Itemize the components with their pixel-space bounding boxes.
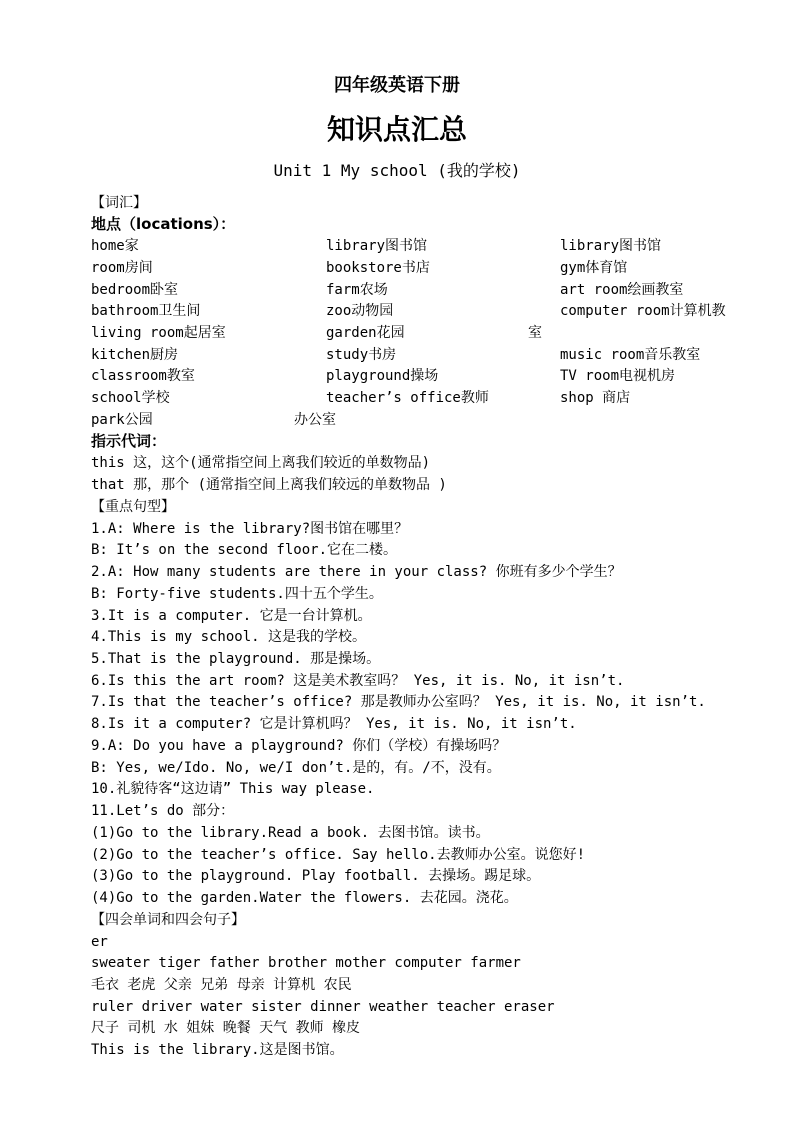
vocab-col3-item: shop 商店 [560, 390, 631, 406]
locations-heading: 地点（locations）： [91, 215, 236, 233]
vocab-col1-item: school学校 [91, 390, 170, 406]
vocab-col1-item: kitchen厨房 [91, 347, 179, 363]
four-skills-line: sweater tiger father brother mother computer farmer [91, 955, 521, 971]
page-title: 知识点汇总 [326, 113, 467, 146]
sentence-line: 7.Is that the teacher’s office? 那是教师办公室吗？ Yes, it is. No, it isn’t. [91, 694, 706, 710]
sentence-line: 6.Is this the art room? 这是美术教室吗？ Yes, it is. No, it isn’t. [91, 673, 625, 689]
vocab-col3-item: music room音乐教室 [560, 347, 701, 363]
sentence-line: B: It’s on the second floor.它在二楼。 [91, 542, 398, 558]
sentence-line: 8.Is it a computer? 它是计算机吗？ Yes, it is. No, it isn’t. [91, 716, 577, 732]
vocab-col2-item: library图书馆 [326, 238, 428, 254]
vocab-col2-item: garden花园 [326, 325, 405, 341]
vocab-col2-item: zoo动物园 [326, 303, 394, 319]
vocab-col1-item: room房间 [91, 260, 153, 276]
vocab-heading: 【词汇】 [91, 195, 147, 211]
demonstrative-that: that 那，那个 (通常指空间上离我们较远的单数物品 ) [91, 477, 447, 493]
vocab-col1-item: classroom教室 [91, 368, 195, 384]
sentences-heading: 【重点句型】 [91, 499, 175, 515]
sentence-line: 1.A: Where is the library?图书馆在哪里？ [91, 521, 409, 537]
sentence-line: B: Yes, we/Ido. No, we/I don’t.是的，有。/不，没有。 [91, 760, 501, 776]
demonstrative-this: this 这，这个(通常指空间上离我们较近的单数物品) [91, 455, 430, 471]
vocab-col1-item: bedroom卧室 [91, 282, 179, 298]
four-skills-heading: 【四会单词和四会句子】 [91, 912, 245, 928]
vocab-col2-item: study书房 [326, 347, 397, 363]
unit-title: Unit 1 My school (我的学校) [273, 161, 521, 180]
vocab-col1-item: living room起居室 [91, 325, 226, 341]
vocab-col3-item: TV room电视机房 [560, 368, 676, 384]
sentence-line: (1)Go to the library.Read a book. 去图书馆。读书。 [91, 825, 490, 841]
sentence-line: 5.That is the playground. 那是操场。 [91, 651, 381, 667]
four-skills-line: ruler driver water sister dinner weather teacher eraser [91, 999, 555, 1015]
vocab-wrap-shi: 室 [528, 325, 542, 341]
grade-title: 四年级英语下册 [334, 75, 460, 96]
vocab-col3-item: art room绘画教室 [560, 282, 684, 298]
sentence-line: 3.It is a computer. 它是一台计算机。 [91, 608, 372, 624]
four-skills-line: This is the library.这是图书馆。 [91, 1042, 344, 1058]
vocab-col1-item: home家 [91, 238, 139, 254]
four-skills-line: 毛衣 老虎 父亲 兄弟 母亲 计算机 农民 [91, 977, 352, 993]
sentence-line: 11.Let’s do 部分： [91, 803, 235, 819]
vocab-col1-item: bathroom卫生间 [91, 303, 201, 319]
sentence-line: 9.A: Do you have a playground? 你们（学校）有操场吗？ [91, 738, 507, 754]
vocab-col3-item: gym体育馆 [560, 260, 628, 276]
sentence-line: (2)Go to the teacher’s office. Say hello.去教师办公室。说您好! [91, 847, 586, 863]
vocab-col2-item: bookstore书店 [326, 260, 430, 276]
vocab-col2-item: teacher’s office教师 [326, 390, 489, 406]
sentence-line: (3)Go to the playground. Play football. 去操场。踢足球。 [91, 868, 541, 884]
vocab-col1-item: park公园 [91, 412, 153, 428]
four-skills-line: er [91, 934, 108, 950]
vocab-col3-item: library图书馆 [560, 238, 662, 254]
sentence-line: (4)Go to the garden.Water the flowers. 去花园。浇花。 [91, 890, 518, 906]
vocab-col3-item: computer room计算机教 [560, 303, 726, 319]
sentence-line: 2.A: How many students are there in your class? 你班有多少个学生？ [91, 564, 622, 580]
vocab-col2-item: playground操场 [326, 368, 439, 384]
vocab-wrap-office: 办公室 [294, 412, 336, 428]
four-skills-line: 尺子 司机 水 姐妹 晚餐 天气 教师 橡皮 [91, 1020, 361, 1036]
vocab-col2-item: farm农场 [326, 282, 388, 298]
sentence-line: B: Forty-five students.四十五个学生。 [91, 586, 383, 602]
sentence-line: 10.礼貌待客“这边请” This way please. [91, 781, 375, 797]
demonstratives-heading: 指示代词： [91, 432, 167, 450]
sentence-line: 4.This is my school. 这是我的学校。 [91, 629, 367, 645]
